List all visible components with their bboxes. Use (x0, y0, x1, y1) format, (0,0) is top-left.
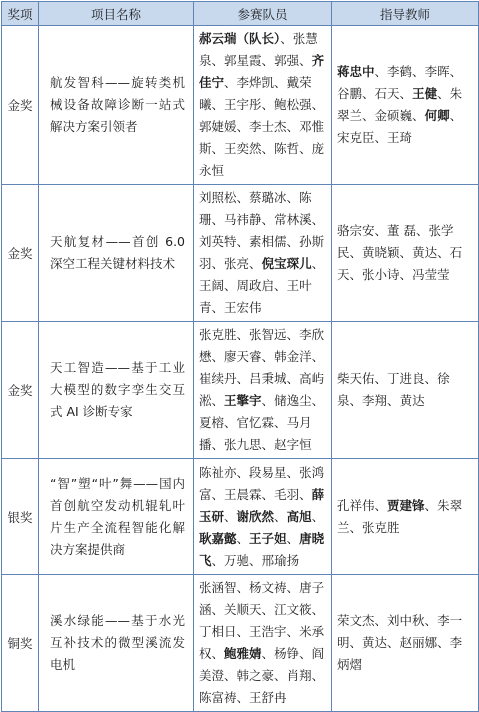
name-separator: 、 (286, 119, 300, 134)
person-name: 谢欣然 (236, 508, 275, 524)
person-name: 杨铮 (274, 646, 300, 661)
name-separator: 、 (211, 349, 225, 364)
person-name: 王宇彤 (224, 97, 262, 112)
name-separator: 、 (374, 497, 388, 513)
person-name: 贾建锋 (387, 497, 425, 513)
person-name: 张克胜 (362, 519, 400, 535)
person-name: 孙斯羽 (199, 234, 325, 271)
name-separator: 、 (274, 508, 287, 524)
person-name: 廖天睿 (224, 349, 262, 364)
person-name: 唐子涵 (199, 580, 325, 617)
person-name: 郭强 (274, 53, 300, 68)
person-name: 郝云瑞（队长） (199, 31, 281, 46)
award-cell: 金奖 (2, 185, 39, 322)
name-separator: 、 (236, 530, 250, 546)
person-name: 徐泉 (337, 371, 450, 408)
person-name: 崔续丹 (199, 371, 237, 386)
person-name: 张鸿富 (199, 464, 325, 502)
person-name: 刘英特 (199, 234, 237, 249)
person-name: 柴天佑 (337, 371, 375, 386)
person-name: 夏榕 (199, 415, 225, 430)
person-name: 张慧泉 (199, 31, 318, 68)
name-separator: 、 (449, 108, 463, 123)
name-separator: 、 (299, 141, 312, 156)
name-separator: 、 (236, 580, 250, 595)
project-name-cell: “智”塑“叶”舞——国内首创航空发动机辊轧叶片生产全流程智能化解决方案提供商 (39, 459, 194, 575)
name-separator: 、 (286, 530, 300, 546)
person-name: 马祎静 (224, 212, 262, 227)
person-name: 耿嘉懿 (199, 530, 237, 546)
person-name: 王宏伟 (224, 300, 262, 315)
name-separator: 、 (274, 668, 287, 683)
name-separator: 、 (311, 256, 325, 271)
name-separator: 、 (261, 646, 275, 661)
person-name: 张亮 (224, 256, 250, 271)
name-separator: 、 (374, 613, 388, 628)
person-name: 荣文杰 (337, 613, 375, 628)
name-separator: 、 (261, 97, 275, 112)
person-name: 高旭 (286, 508, 312, 524)
name-separator: 、 (424, 371, 438, 386)
name-separator: 、 (299, 53, 312, 68)
person-name: 黄达 (399, 393, 425, 408)
name-separator: 、 (286, 371, 300, 386)
name-separator: 、 (236, 119, 250, 134)
person-name: 刘照松 (199, 190, 237, 205)
project-name-cell: 天航复材——首创 6.0 深空工程关键材料技术 (39, 185, 194, 322)
person-name: 张九思 (224, 437, 262, 452)
name-separator: 、 (362, 86, 375, 101)
table-row (2, 459, 479, 575)
name-separator: 、 (261, 141, 275, 156)
person-name: 王琦 (387, 130, 413, 145)
name-separator: 、 (211, 646, 225, 661)
advisors-cell (332, 322, 479, 459)
person-name: 李烨凯 (236, 75, 275, 90)
name-separator: 、 (399, 245, 413, 260)
header-award: 奖项 (2, 2, 39, 26)
person-name: 李士杰 (249, 119, 287, 134)
team-members-cell (194, 575, 332, 712)
project-name-cell: 溪水绿能——基于水光互补技术的微型溪流发电机 (39, 575, 194, 712)
name-separator: 、 (261, 393, 275, 408)
name-separator: 、 (249, 256, 262, 271)
name-separator: 、 (211, 141, 225, 156)
award-table (1, 1, 479, 712)
person-name: 朱翠兰 (337, 86, 463, 123)
name-separator: 、 (261, 349, 275, 364)
name-separator: 、 (286, 580, 300, 595)
award-cell: 金奖 (2, 322, 39, 459)
name-separator: 、 (224, 415, 237, 430)
name-separator: 、 (211, 97, 225, 112)
person-name: 陈富祷 (199, 690, 237, 705)
person-name: 孔祥伟 (337, 497, 375, 513)
person-name: 朱翠兰 (337, 497, 463, 535)
name-separator: 、 (416, 223, 429, 238)
name-separator: 、 (387, 393, 400, 408)
name-separator: 、 (349, 245, 363, 260)
person-name: 王子妲 (249, 530, 287, 546)
person-name: 丁相日 (199, 624, 237, 639)
table-row (2, 575, 479, 712)
name-separator: 、 (236, 464, 250, 480)
team-members-cell (194, 322, 332, 459)
name-separator: 、 (236, 190, 250, 205)
name-separator: 、 (211, 552, 225, 568)
person-name: 肖翔 (286, 668, 312, 683)
name-separator: 、 (349, 635, 363, 650)
person-name: 庞永恒 (199, 141, 325, 178)
name-separator: 、 (274, 278, 287, 293)
person-name: 陈祉亦 (199, 464, 237, 480)
name-separator: 、 (449, 64, 463, 79)
name-separator: 、 (261, 53, 275, 68)
person-name: 张智远 (249, 327, 287, 342)
name-separator: 、 (399, 267, 413, 282)
person-name: 唐晓飞 (199, 530, 325, 568)
person-name: 王阔 (199, 278, 225, 293)
person-name: 吕秉城 (249, 371, 287, 386)
header-row (2, 2, 479, 26)
person-name: 阎美澄 (199, 646, 325, 683)
award-cell: 金奖 (2, 26, 39, 185)
name-separator: 、 (374, 371, 388, 386)
advisors-cell (332, 185, 479, 322)
name-separator: 、 (311, 212, 325, 227)
name-separator: 、 (211, 300, 225, 315)
person-name: 黄达 (412, 245, 438, 260)
name-separator: 、 (311, 602, 325, 617)
name-separator: 、 (286, 190, 300, 205)
person-name: 李炳熠 (337, 635, 463, 672)
name-separator: 、 (286, 624, 300, 639)
team-members-cell (194, 459, 332, 575)
person-name: 王晨霖 (224, 486, 262, 502)
name-separator: 、 (236, 371, 250, 386)
name-separator: 、 (286, 327, 300, 342)
table-row (2, 185, 479, 322)
table-header (2, 2, 479, 26)
person-name: 冯莹莹 (412, 267, 450, 282)
person-name: 李晖 (424, 64, 450, 79)
person-name: 素相儒 (249, 234, 287, 249)
name-separator: 、 (374, 223, 388, 238)
advisors-cell (332, 459, 479, 575)
person-name: 戴荣曦 (199, 75, 312, 112)
award-cell: 银奖 (2, 459, 39, 575)
name-separator: 、 (437, 245, 450, 260)
name-separator: 、 (211, 437, 225, 452)
person-name: 鲍松强 (274, 97, 312, 112)
name-separator: 、 (236, 690, 250, 705)
name-separator: 、 (299, 486, 312, 502)
person-name: 薛玉研 (199, 486, 325, 524)
person-name: 李一明 (337, 613, 463, 650)
person-name: 赵丽娜 (399, 635, 438, 650)
name-separator: 、 (211, 212, 225, 227)
name-separator: 、 (424, 497, 438, 513)
name-separator: 、 (211, 256, 225, 271)
name-separator: 、 (261, 602, 275, 617)
person-name: 丁进良 (387, 371, 425, 386)
name-separator: 、 (211, 53, 225, 68)
name-separator: 、 (261, 486, 275, 502)
name-separator: 、 (399, 86, 413, 101)
project-name-cell: 天工智造——基于工业大模型的数字孪生交互式 AI 诊断专家 (39, 322, 194, 459)
name-separator: 、 (211, 486, 225, 502)
person-name: 张学民 (337, 223, 454, 260)
name-separator: 、 (311, 393, 325, 408)
team-members-cell (194, 185, 332, 322)
person-name: 王舒冉 (249, 690, 287, 705)
person-name: 王叶青 (199, 278, 312, 315)
person-name: 陈哲 (274, 141, 300, 156)
person-name: 韩之豪 (236, 668, 275, 683)
person-name: 宋克臣 (337, 130, 375, 145)
person-name: 高屿淞 (199, 371, 325, 408)
person-name: 王浩宇 (249, 624, 287, 639)
name-separator: 、 (224, 668, 237, 683)
name-separator: 、 (311, 668, 325, 683)
name-separator: 、 (349, 393, 363, 408)
name-separator: 、 (224, 508, 237, 524)
name-separator: 、 (412, 64, 425, 79)
name-separator: 、 (311, 349, 325, 364)
header-advisors: 指导教师 (332, 2, 479, 26)
person-name: 李鹤 (387, 64, 413, 79)
advisors-cell (332, 575, 479, 712)
name-separator: 、 (437, 635, 450, 650)
name-separator: 、 (236, 624, 250, 639)
name-separator: 、 (211, 393, 225, 408)
person-name: 李翔 (362, 393, 388, 408)
name-separator: 、 (286, 234, 300, 249)
name-separator: 、 (387, 635, 400, 650)
name-separator: 、 (412, 108, 425, 123)
person-name: 黄晓颖 (362, 245, 400, 260)
header-team-members: 参赛队员 (194, 2, 332, 26)
person-name: 江文筱 (274, 602, 312, 617)
person-name: 蒋忠中 (337, 64, 375, 79)
table-row (2, 26, 479, 185)
person-name: 周政启 (236, 278, 275, 293)
person-name: 何卿 (424, 108, 450, 123)
name-separator: 、 (374, 64, 388, 79)
person-name: 齐佳宁 (199, 53, 325, 90)
name-separator: 、 (261, 437, 275, 452)
person-name: 鲍雅婧 (224, 646, 262, 661)
name-separator: 、 (274, 75, 287, 90)
person-name: 关顺天 (224, 602, 262, 617)
name-separator: 、 (311, 97, 325, 112)
name-separator: 、 (249, 552, 262, 568)
person-name: 韩金洋 (274, 349, 312, 364)
name-separator: 、 (311, 508, 325, 524)
name-separator: 、 (280, 31, 293, 46)
person-name: 王奕然 (224, 141, 262, 156)
person-name: 段易星 (249, 464, 287, 480)
name-separator: 、 (224, 278, 237, 293)
person-name: 张克胜 (199, 327, 237, 342)
name-separator: 、 (424, 613, 438, 628)
person-name: 邢瑜扬 (261, 552, 300, 568)
person-name: 石天 (374, 86, 400, 101)
person-name: 倪宝琛儿 (261, 256, 312, 271)
person-name: 万驰 (224, 552, 250, 568)
advisors-cell (332, 26, 479, 185)
name-separator: 、 (349, 267, 363, 282)
name-separator: 、 (286, 464, 300, 480)
name-separator: 、 (211, 602, 225, 617)
person-name: 王擎宇 (224, 393, 262, 408)
name-separator: 、 (349, 519, 363, 535)
team-members-cell (194, 26, 332, 185)
person-name: 张小诗 (362, 267, 400, 282)
person-name: 刘中秋 (387, 613, 425, 628)
person-name: 李欣懋 (199, 327, 325, 364)
person-name: 蔡璐冰 (249, 190, 287, 205)
table-body (2, 26, 479, 712)
name-separator: 、 (236, 234, 250, 249)
person-name: 王健 (412, 86, 438, 101)
person-name: 郭星霞 (224, 53, 262, 68)
person-name: 张涵智 (199, 580, 237, 595)
person-name: 陈珊 (199, 190, 312, 227)
name-separator: 、 (236, 327, 250, 342)
name-separator: 、 (362, 108, 375, 123)
project-name-cell: 航发智科——旋转类机械设备故障诊断一站式解决方案引领者 (39, 26, 194, 185)
person-name: 官忆霖 (236, 415, 275, 430)
person-name: 石天 (337, 245, 463, 282)
name-separator: 、 (374, 130, 388, 145)
person-name: 杨文祷 (249, 580, 287, 595)
person-name: 赵字恒 (274, 437, 312, 452)
person-name: 骆宗安 (337, 223, 375, 238)
person-name: 常林溪 (274, 212, 312, 227)
person-name: 毛羽 (274, 486, 300, 502)
name-separator: 、 (299, 646, 312, 661)
name-separator: 、 (274, 415, 287, 430)
person-name: 董 磊 (387, 223, 417, 238)
person-name: 金硕巍 (374, 108, 413, 123)
person-name: 马月播 (199, 415, 312, 452)
table-row (2, 322, 479, 459)
person-name: 储逸尘 (274, 393, 312, 408)
award-cell: 铜奖 (2, 575, 39, 712)
header-project-name: 项目名称 (39, 2, 194, 26)
name-separator: 、 (224, 75, 237, 90)
person-name: 黄达 (362, 635, 388, 650)
name-separator: 、 (261, 212, 275, 227)
person-name: 谷鹏 (337, 86, 363, 101)
name-separator: 、 (437, 86, 450, 101)
person-name: 郭婕媛 (199, 119, 237, 134)
person-name: 邓惟斯 (199, 119, 325, 156)
person-name: 米承权 (199, 624, 325, 661)
